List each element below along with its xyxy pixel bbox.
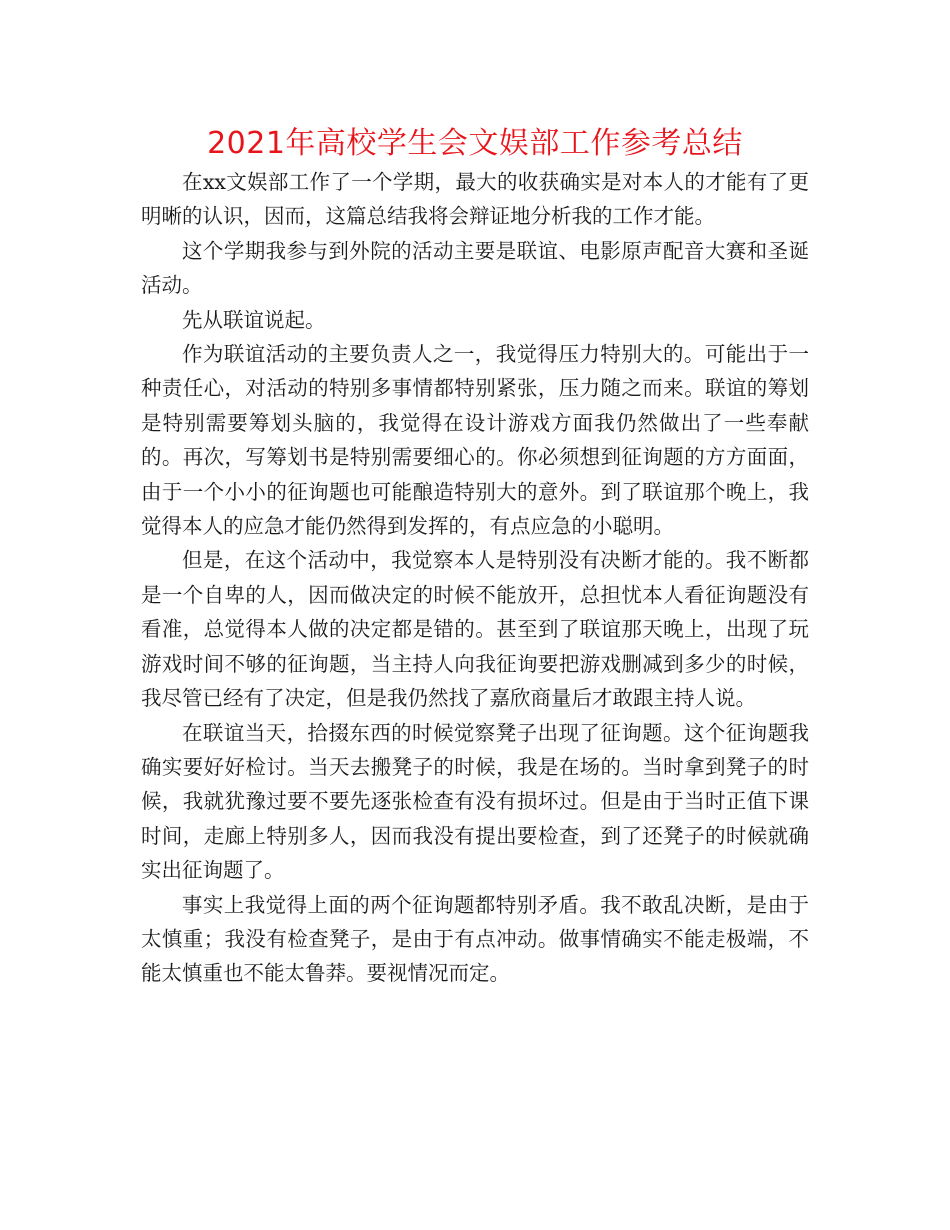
- paragraph: 在xx文娱部工作了一个学期，最大的收获确实是对本人的才能有了更明晰的认识，因而，这篇总结我将会辩证地分析我的工作才能。: [141, 170, 809, 229]
- paragraph: 在联谊当天，拾掇东西的时候觉察凳子出现了征询题。这个征询题我确实要好好检讨。当天去搬凳子的时候，我是在场的。当时拿到凳子的时候，我就犹豫过要不要先逐张检查有没有损坏过。但是由于当时正值下课时间，走廊上特别多人，因而我没有提出要检查，到了还凳子的时候就确实出征询题了。: [141, 720, 809, 883]
- document-body: [141, 165, 809, 991]
- paragraph: 事实上我觉得上面的两个征询题都特别矛盾。我不敢乱决断，是由于太慎重；我没有检查凳子，是由于有点冲动。做事情确实不能走极端，不能太慎重也不能太鲁莽。要视情况而定。: [141, 892, 809, 986]
- document-title: 2021年高校学生会文娱部工作参考总结: [207, 126, 743, 161]
- paragraph: 先从联谊说起。: [182, 307, 326, 332]
- paragraph: 这个学期我参与到外院的活动主要是联谊、电影原声配音大赛和圣诞活动。: [141, 238, 809, 298]
- paragraph: 但是，在这个活动中，我觉察本人是特别没有决断才能的。我不断都是一个自卑的人，因而做决定的时候不能放开，总担忧本人看征询题没有看准，总觉得本人做的决定都是错的。甚至到了联谊那天晚上，出现了玩游戏时间不够的征询题，当主持人向我征询要把游戏删减到多少的时候，我尽管已经有了决定，但是我仍然找了嘉欣商量后才敢跟主持人说。: [141, 548, 809, 711]
- paragraph: 作为联谊活动的主要负责人之一，我觉得压力特别大的。可能出于一种责任心，对活动的特别多事情都特别紧张，压力随之而来。联谊的筹划是特别需要筹划头脑的，我觉得在设计游戏方面我仍然做出了一些奉献的。再次，写筹划书是特别需要细心的。你必须想到征询题的方方面面，由于一个小小的征询题也可能酿造特别大的意外。到了联谊那个晚上，我觉得本人的应急才能仍然得到发挥的，有点应急的小聪明。: [141, 342, 809, 539]
